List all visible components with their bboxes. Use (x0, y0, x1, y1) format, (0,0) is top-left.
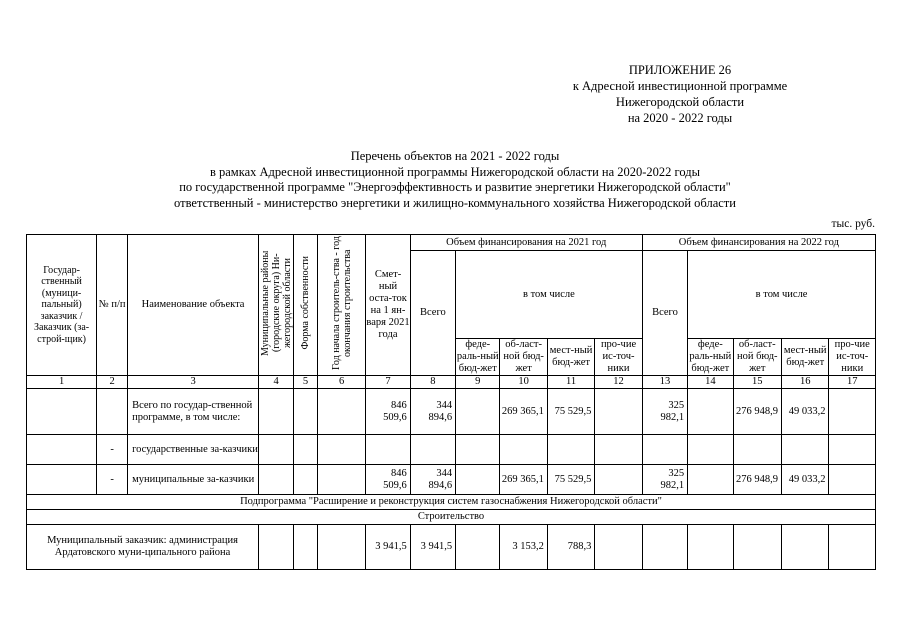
cell-empty (595, 389, 642, 435)
table-row-municipal (27, 465, 876, 495)
appendix-line: на 2020 - 2022 годы (627, 111, 733, 125)
cell-empty (688, 525, 733, 570)
appendix-block (480, 62, 880, 126)
header-incl-2022: в том числе (688, 251, 876, 339)
cell-empty (595, 435, 642, 465)
header-fin-2021: Объем финансирования на 2021 год (410, 235, 642, 251)
cell-empty (642, 435, 687, 465)
column-number: 6 (317, 376, 365, 389)
heading-line: в рамках Адресной инвестиционной программы Нижегородской области на 2020-2022 годы (209, 164, 700, 179)
header-federal-2022: феде-раль-ный бюд-жет (689, 339, 732, 374)
header-total-2021: Всего (410, 251, 455, 376)
document-heading (40, 149, 870, 211)
cell-empty (97, 389, 128, 435)
cell-empty (259, 465, 294, 495)
row-name: муниципальные за-казчики (128, 465, 259, 495)
header-federal-2021: феде-раль-ный бюд-жет (456, 339, 499, 374)
cell-empty (733, 525, 781, 570)
column-number-row (27, 376, 876, 389)
cell-empty (688, 435, 733, 465)
cell-local-2021: 75 529,5 (547, 465, 594, 495)
column-number: 17 (829, 376, 876, 389)
header-incl-2021: в том числе (456, 251, 643, 339)
cell-empty (456, 525, 500, 570)
cell-empty (259, 389, 294, 435)
row-num: - (97, 465, 128, 495)
cell-empty (294, 525, 318, 570)
cell-empty (317, 525, 365, 570)
column-number: 14 (688, 376, 733, 389)
cell-empty (294, 435, 318, 465)
cell-empty (27, 389, 97, 435)
header-row (27, 235, 876, 251)
cell-total-2022: 325 982,1 (642, 465, 687, 495)
cell-empty (829, 435, 876, 465)
section-title: Строительство (27, 510, 876, 525)
header-name: Наименование объекта (128, 235, 259, 376)
cell-local-2021: 75 529,5 (547, 389, 594, 435)
header-regional-2021: об-ласт-ной бюд-жет (500, 339, 547, 376)
header-balance: Смет-ный остa-ток на 1 ян-варя 2021 года (366, 235, 410, 376)
cell-empty (500, 435, 547, 465)
cell-balance: 846 509,6 (366, 465, 410, 495)
cell-balance: 3 941,5 (366, 525, 410, 570)
header-fin-2022: Объем финансирования на 2022 год (642, 235, 875, 251)
cell-total-2021: 3 941,5 (410, 525, 455, 570)
header-other-2022: про-чие ис-точ-ники (829, 339, 876, 376)
cell-empty (259, 435, 294, 465)
header-num: № п/п (97, 235, 128, 376)
column-number: 13 (642, 376, 687, 389)
column-number: 4 (259, 376, 294, 389)
table-row-construction (27, 510, 876, 525)
cell-empty (547, 435, 594, 465)
header-ownership: Форма собственности (294, 235, 318, 376)
cell-empty (294, 389, 318, 435)
appendix-title: ПРИЛОЖЕНИЕ 26 (628, 63, 732, 77)
table-row-subprogram (27, 495, 876, 510)
cell-empty (294, 465, 318, 495)
header-local-2021: мест-ный бюд-жет (547, 339, 594, 376)
heading-line: по государственной программе "Энергоэффективность и развитие энергетики Нижегородской области" (179, 180, 731, 194)
table-row-total (27, 389, 876, 435)
column-number: 9 (456, 376, 500, 389)
cell-empty (317, 389, 365, 435)
cell-empty (782, 525, 829, 570)
row-name: государственные за-казчики (128, 435, 259, 465)
cell-local-2022: 49 033,2 (782, 465, 829, 495)
row-name: Всего по государ-ственной программе, в том числе: (128, 389, 259, 435)
cell-empty (595, 465, 642, 495)
header-local-2022: мест-ный бюд-жет (782, 339, 829, 376)
column-number: 8 (410, 376, 455, 389)
cell-total-2021: 344 894,6 (410, 465, 455, 495)
column-number: 10 (500, 376, 547, 389)
cell-empty (733, 435, 781, 465)
cell-empty (27, 435, 97, 465)
column-number: 3 (128, 376, 259, 389)
cell-local-2022: 49 033,2 (782, 389, 829, 435)
header-total-2022: Всего (642, 251, 687, 376)
header-regional-2022: об-ласт-ной бюд-жет (733, 339, 781, 376)
cell-empty (366, 435, 410, 465)
row-customer: Муниципальный заказчик: администрация Ардатовского муни-ципального района (27, 525, 259, 570)
column-number: 11 (547, 376, 594, 389)
header-other-2021: про-чие ис-точ-ники (595, 339, 642, 376)
header-districts: Муниципальные районы (городские округа) Ни-жегородской области (259, 235, 294, 376)
cell-empty (317, 435, 365, 465)
cell-empty (27, 465, 97, 495)
column-number: 12 (595, 376, 642, 389)
cell-empty (642, 525, 687, 570)
column-number: 16 (782, 376, 829, 389)
cell-empty (688, 389, 733, 435)
cell-empty (410, 435, 455, 465)
cell-regional-2021: 3 153,2 (500, 525, 547, 570)
cell-total-2021: 344 894,6 (410, 389, 455, 435)
column-number: 7 (366, 376, 410, 389)
subprogram-title: Подпрограмма "Расширение и реконструкция систем газоснабжения Нижегородской области" (27, 495, 876, 510)
objects-table (26, 234, 876, 570)
cell-empty (456, 389, 500, 435)
appendix-line: к Адресной инвестиционной программе (572, 79, 788, 93)
cell-balance: 846 509,6 (366, 389, 410, 435)
cell-empty (829, 389, 876, 435)
cell-regional-2021: 269 365,1 (500, 465, 547, 495)
cell-empty (688, 465, 733, 495)
appendix-line: Нижегородской области (615, 95, 745, 109)
column-number: 5 (294, 376, 318, 389)
header-years: Год начала строитель-ства - год окончания строительства (317, 235, 365, 376)
cell-empty (456, 465, 500, 495)
cell-empty (829, 465, 876, 495)
column-number: 2 (97, 376, 128, 389)
cell-regional-2021: 269 365,1 (500, 389, 547, 435)
cell-empty (456, 435, 500, 465)
cell-empty (259, 525, 294, 570)
column-number: 15 (733, 376, 781, 389)
heading-line: ответственный - министерство энергетики и жилищно-коммунального хозяйства Нижегородской области (174, 195, 736, 210)
heading-title: Перечень объектов на 2021 - 2022 годы (350, 149, 560, 163)
units-label: тыс. руб. (831, 218, 875, 230)
column-number: 1 (27, 376, 97, 389)
cell-empty (595, 525, 642, 570)
cell-empty (829, 525, 876, 570)
row-num: - (97, 435, 128, 465)
table-row-ardatov (27, 525, 876, 570)
cell-total-2022: 325 982,1 (642, 389, 687, 435)
header-customer: Государ-ственный (муници-пальный) заказчик / Заказчик (за-строй-щик) (27, 235, 97, 376)
cell-empty (782, 435, 829, 465)
cell-local-2021: 788,3 (547, 525, 594, 570)
cell-regional-2022: 276 948,9 (733, 389, 781, 435)
cell-regional-2022: 276 948,9 (733, 465, 781, 495)
cell-empty (317, 465, 365, 495)
table-row-state (27, 435, 876, 465)
